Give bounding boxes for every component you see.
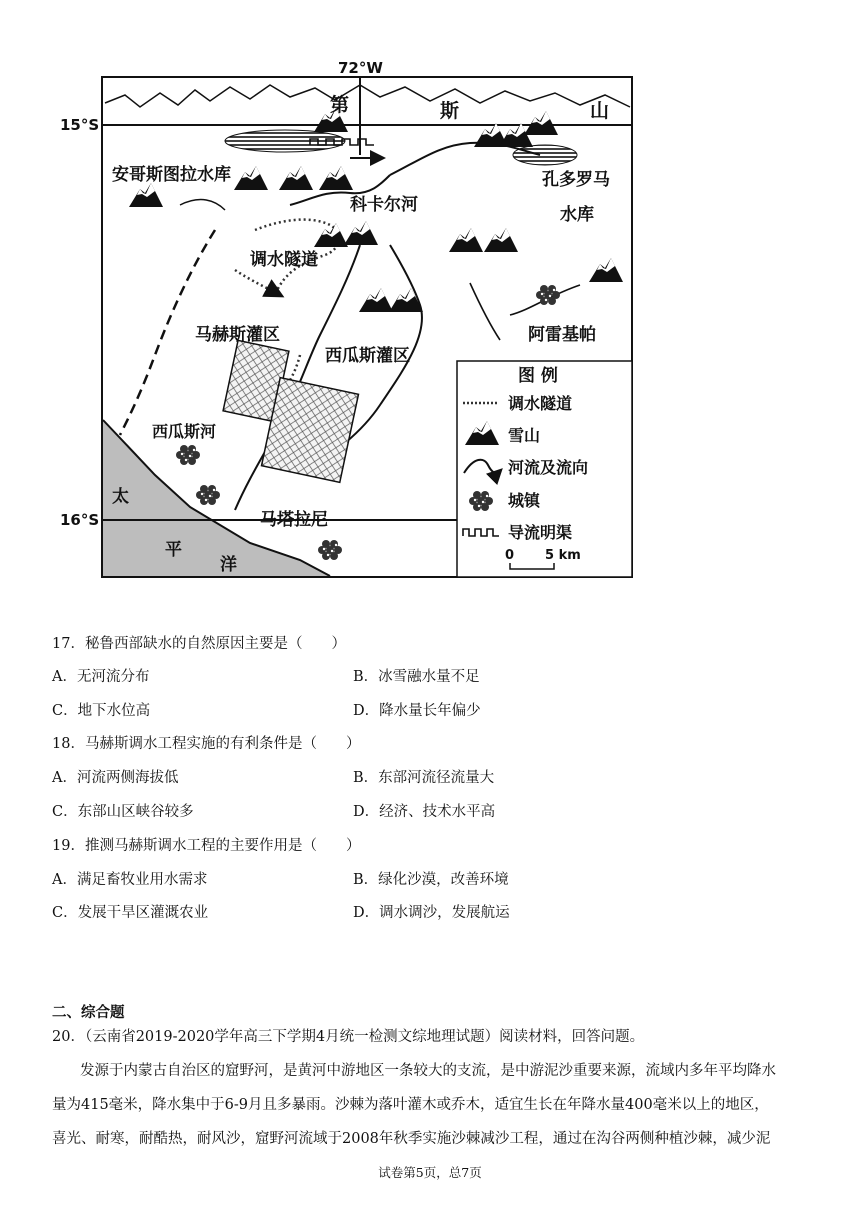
question-18-option-a: A．河流两侧海拔低 [52,770,179,786]
ocean-label-3: 洋 [220,555,237,575]
latitude-label-top: 15°S [60,116,100,134]
map-figure [60,55,660,585]
condoroma-reservoir-label-2: 水库 [560,205,594,225]
question-18-option-d: D．经济、技术水平高 [353,804,496,820]
condoroma-reservoir [513,145,577,165]
question-19-stem: 19．推测马赫斯调水工程的主要作用是（ ） [52,838,361,854]
question-19-option-a: A．满足畜牧业用水需求 [52,872,208,888]
paragraph-line-2: 量为415毫米，降水集中于6-9月且多暴雨。沙棘为落叶灌木或乔木，适宜生长在年降水量400毫米以上的地区， [52,1097,769,1113]
question-19-option-d: D．调水调沙，发展航运 [353,905,510,921]
question-19-option-b: B．绿化沙漠，改善环境 [353,872,509,888]
longitude-label: 72°W [338,59,383,77]
kokal-river-label: 科卡尔河 [350,195,418,215]
siguas-irrigation-label: 西瓜斯灌区 [325,346,410,366]
question-18-option-c: C．东部山区峡谷较多 [52,804,194,820]
ocean-label-2: 平 [165,540,182,560]
question-18-stem: 18．马赫斯调水工程实施的有利条件是（ ） [52,736,361,752]
map-svg [60,55,660,585]
question-17-option-d: D．降水量长年偏少 [353,703,481,719]
scale-five-km: 5 km [545,548,581,563]
question-18-option-b: B．东部河流径流量大 [353,770,495,786]
mountain-label-3: 山 [590,100,610,122]
paragraph-line-3: 喜光、耐寒，耐酷热，耐风沙，窟野河流域于2008年秋季实施沙棘减沙工程，通过在沟谷两侧种植沙棘，减少泥 [52,1131,771,1147]
question-17-stem: 17．秘鲁西部缺水的自然原因主要是（ ） [52,636,346,652]
legend-item-town: 城镇 [508,491,541,510]
legend-canal-symbol [463,529,499,536]
ocean-label-1: 太 [112,487,129,507]
angostura-reservoir [225,130,345,152]
paragraph-line-1: 发源于内蒙古自治区的窟野河，是黄河中游地区一条较大的支流，是中游泥沙重要来源，流域内多年平均降水 [80,1063,776,1079]
legend-item-river: 河流及流向 [508,458,589,477]
question-20-header: 20．（云南省2019-2020学年高三下学期4月统一检测文综地理试题）阅读材料，回答问题。 [52,1029,645,1045]
legend-title: 图 例 [518,366,558,386]
section-2-title: 二、综合题 [52,1004,125,1021]
legend-item-tunnel: 调水隧道 [508,394,573,413]
angostura-reservoir-label: 安哥斯图拉水库 [112,165,231,185]
matarani-label: 马塔拉尼 [260,510,328,530]
latitude-label-bottom: 16°S [60,511,100,529]
legend-item-canal: 导流明渠 [508,523,573,542]
question-19-option-c: C．发展干旱区灌溉农业 [52,905,209,921]
map-legend [457,361,632,577]
page-footer: 试卷第5页，总7页 [378,1165,482,1180]
condoroma-reservoir-label-1: 孔多罗马 [542,170,610,190]
question-17-option-b: B．冰雪融水量不足 [353,669,480,685]
siguas-river-label: 西瓜斯河 [152,422,217,441]
tunnel-label: 调水隧道 [250,250,318,270]
scale-zero: 0 [505,548,515,563]
majes-irrigation-label: 马赫斯灌区 [195,325,280,345]
mountain-label-2: 斯 [440,100,460,122]
question-17-option-c: C．地下水位高 [52,703,151,719]
legend-item-snow: 雪山 [508,426,541,445]
mountain-label-1: 第 [330,94,350,116]
question-17-option-a: A．无河流分布 [52,669,150,685]
arequipa-label: 阿雷基帕 [528,325,596,345]
